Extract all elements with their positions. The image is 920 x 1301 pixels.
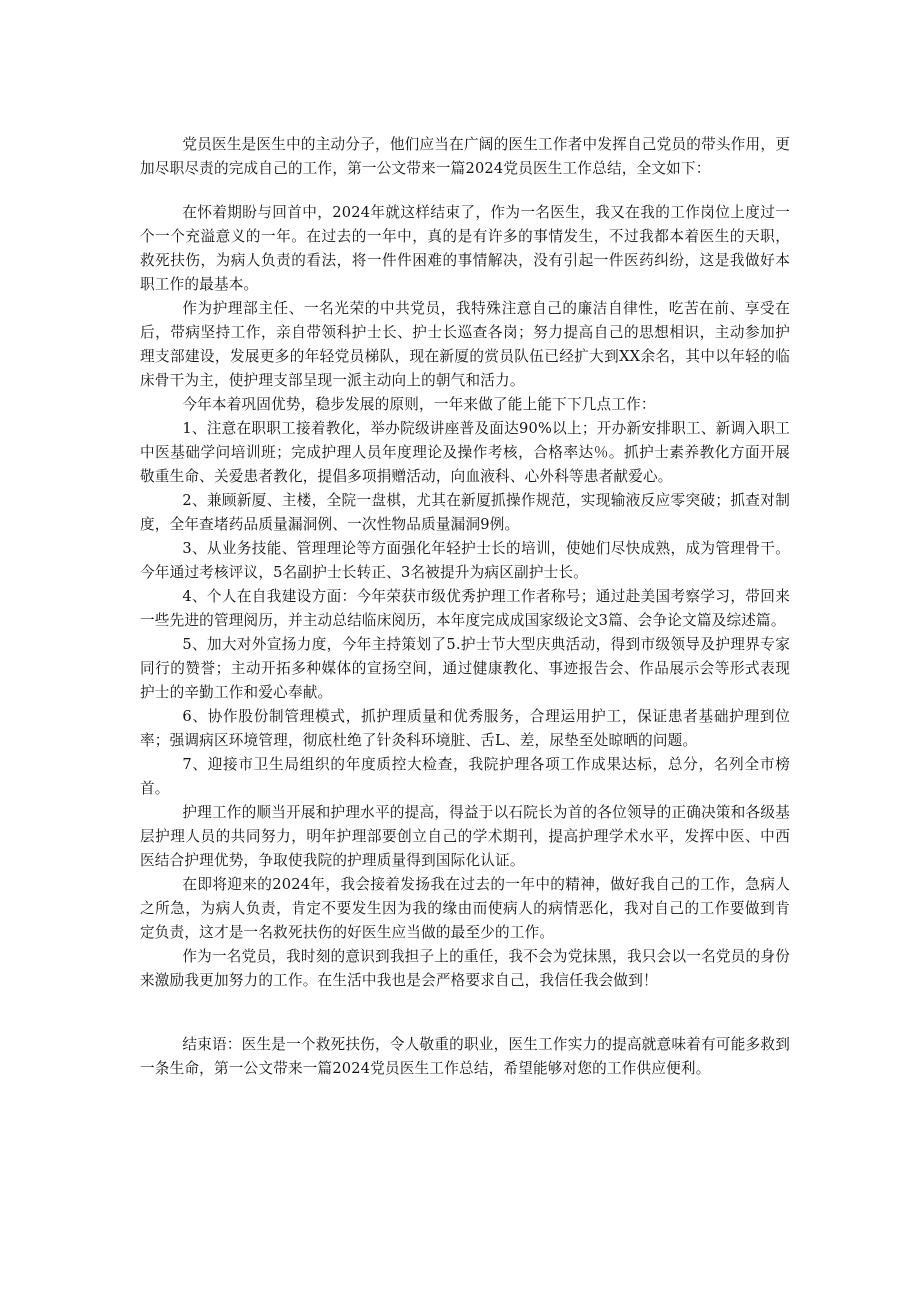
body-paragraph-10: 7、迎接市卫生局组织的年度质控大检查，我院护理各项工作成果达标，总分，名列全市榜首。 (140, 756, 790, 797)
body-paragraph-5: 2、兼顾新厦、主楼，全院一盘棋，尤其在新厦抓操作规范，实现输液反应零突破；抓查对制度，全年查堵药品质量漏洞例、一次性物品质量漏洞9例。 (140, 492, 790, 533)
body-paragraph-3: 今年本着巩固优势，稳步发展的原则，一年来做了能上能下下几点工作： (182, 396, 656, 413)
body-paragraph-4: 1、注意在职职工接着教化，举办院级讲座普及面达90%以上；开办新安排职工、新调入职工中医基础学问培训班；完成护理人员年度理论及操作考核，合格率达％。抓护士素养教化方面开展敬重生命、关爱患者教化，提倡多项捐赠活动，向血液科、心外科等患者献爱心。 (140, 420, 790, 485)
body-paragraph-9: 6、协作股份制管理模式，抓护理质量和优秀服务，合理运用护工，保证患者基础护理到位率；强调病区环境管理，彻底杜绝了针灸科环境脏、舌L、差，尿垫至处晾晒的问题。 (140, 708, 790, 749)
body-paragraph-12: 在即将迎来的2024年，我会接着发扬我在过去的一年中的精神，做好我自己的工作，急病人之所急，为病人负责，肯定不要发生因为我的缘由而使病人的病情恶化，我对自己的工作要做到肯定负责，这才是一名救死扶伤的好医生应当做的最至少的工作。 (140, 876, 790, 941)
body-paragraph-13: 作为一名党员，我时刻的意识到我担子上的重任，我不会为党抹黑，我只会以一名党员的身份来激励我更加努力的工作。在生活中我也是会严格要求自己，我信任我会做到！ (140, 948, 790, 989)
conclusion-section (140, 1033, 790, 1081)
body-paragraph-7: 4、个人在自我建设方面：今年荣获市级优秀护理工作者称号；通过赴美国考察学习，带回来一些先进的管理阅历，并主动总结临床阅历，本年度完成成国家级论文3篇、会争论文篇及综述篇。 (140, 588, 790, 629)
body-paragraph-11: 护理工作的顺当开展和护理水平的提高，得益于以石院长为首的各位领导的正确决策和各级基层护理人员的共同努力，明年护理部要创立自己的学术期刊，提高护理学术水平，发挥中医、中西医结合护理优势，争取使我院的护理质量得到国际化认证。 (140, 804, 790, 869)
intro-paragraph: 党员医生是医生中的主动分子，他们应当在广阔的医生工作者中发挥自己党员的带头作用，更加尽职尽责的完成自己的工作，第一公文带来一篇2024党员医生工作总结，全文如下： (140, 136, 790, 177)
article-body (140, 201, 790, 993)
body-paragraph-2: 作为护理部主任、一名光荣的中共党员，我特殊注意自己的廉洁自律性，吃苦在前、享受在后，带病坚持工作，亲自带领科护士长、护士长巡查各岗；努力提高自己的思想相识，主动参加护理支部建设，发展更多的年轻党员梯队，现在新厦的赏员队伍已经扩大到XX余名，其中以年轻的临床骨干为主，使护理支部呈现一派主动向上的朝气和活力。 (140, 300, 790, 389)
body-paragraph-8: 5、加大对外宣扬力度，今年主持策划了5.护士节大型庆典活动，得到市级领导及护理界专家同行的赞誉；主动开拓多种媒体的宣扬空间，通过健康教化、事迹报告会、作品展示会等形式表现护士的辛勤工作和爱心奉献。 (140, 636, 790, 701)
body-paragraph-6: 3、从业务技能、管理理论等方面强化年轻护士长的培训，使她们尽快成熟，成为管理骨干。今年通过考核评议，5名副护士长转正、3名被提升为病区副护士长。 (140, 540, 790, 581)
body-paragraph-1: 在怀着期盼与回首中，2024年就这样结束了，作为一名医生，我又在我的工作岗位上度过一个一个充溢意义的一年。在过去的一年中，真的是有许多的事情发生，不过我都本着医生的天职，救死扶伤，为病人负责的看法，将一件件困难的事情解决，没有引起一件医药纠纷，这是我做好本职工作的最基本。 (140, 204, 790, 293)
intro-section (140, 133, 790, 181)
conclusion-paragraph: 结束语：医生是一个救死扶伤，令人敬重的职业，医生工作实力的提高就意味着有可能多救到一条生命，第一公文带来一篇2024党员医生工作总结，希望能够对您的工作供应便利。 (140, 1036, 790, 1077)
